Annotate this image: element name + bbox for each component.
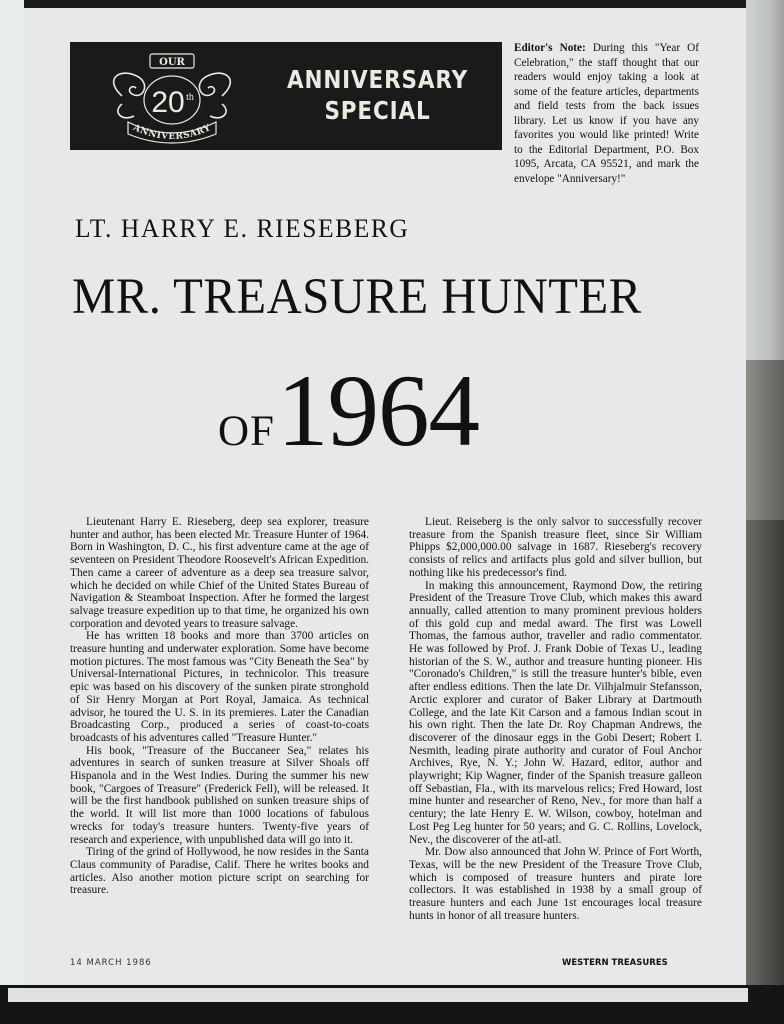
article-column-left	[70, 516, 369, 897]
paragraph: Lieut. Reiseberg is the only salvor to successfully recover treasure from the Spanish treasure fleet, since Sir William Phipps $2,000,000.00 salvage in 1687. Rieseberg's recovery consists of relics and artifacts plus gold and silver bullion, but nothing like his predecessor's find.	[409, 516, 702, 579]
banner-title-line1: ANNIVERSARY	[286, 65, 469, 94]
editor-note-text: During this "Year Of Celebration," the staff thought that our readers would enjoy taking a look at some of the feature articles, departments and field tests from the back issues library. Let us know if you have any favorites you would like printed! Write to the Editorial Department, P.O. Box 1095, Arcata, CA 95521, and mark the envelope "Anniversary!"	[514, 42, 699, 185]
emblem-suffix: th	[186, 92, 194, 103]
banner-title	[281, 64, 475, 126]
anniversary-emblem	[92, 48, 252, 144]
headline-year-line	[218, 352, 479, 470]
editor-note-lead: Editor's Note:	[514, 42, 586, 54]
emblem-number: 20	[151, 86, 185, 119]
headline-of: OF	[218, 408, 275, 455]
paragraph: Tiring of the grind of Hollywood, he now resides in the Santa Claus community of Paradise, Calif. There he writes books and articles. Also another motion picture script on searching for treasure.	[70, 846, 369, 897]
paragraph: He has written 18 books and more than 3700 articles on treasure hunting and underwater exploration. Some have become motion pictures. The most famous was "City Beneath the Sea" by Universal-International Pictures, in technicolor. This treasure epic was based on his discovery of the sunken pirate stronghold of Sir Henry Morgan at Port Royal, Jamaica. As technical advisor, he toured the U. S. in its premieres. Later the Canadian Broadcasting Corp., produced a series of coast-to-coats broadcasts of his adventures called "Treasure Hunter."	[70, 630, 369, 744]
binding-edge	[0, 0, 24, 1024]
paragraph: Mr. Dow also announced that John W. Prince of Fort Worth, Texas, will be the new President of the Treasure Trove Club, which is composed of treasure hunters and pirate lore collectors. It was established in 1938 by a small group of treasure hunters and each June 1st encourages local treasure hunts in honor of all treasure hunters.	[409, 846, 702, 922]
headline-year: 1964	[276, 354, 479, 468]
editor-note	[514, 41, 699, 186]
author-byline: LT. HARRY E. RIESEBERG	[75, 214, 410, 243]
scan-bottom-edge	[0, 985, 784, 1024]
paragraph: His book, "Treasure of the Buccaneer Sea," relates his adventures in search of sunken treasure at Silver Shoals off Hispanola and in the West Indies. During the summer his new book, "Cargoes of Treasure" (Frederick Fell), will be released. It will be the first handbook published on sunken treasure ships of the world. It will list more than 1000 locations of fabulous wrecks for today's treasure hunters. Twenty-five years of research and experience, with unpublished data will go into it.	[70, 744, 369, 846]
page-folio: 14 MARCH 1986	[70, 958, 152, 968]
article-headline: MR. TREASURE HUNTER	[72, 269, 642, 325]
emblem-our: OUR	[159, 57, 185, 68]
banner-title-line2: SPECIAL	[324, 96, 431, 125]
adjacent-page-edge	[746, 0, 784, 1000]
article-column-right	[409, 516, 702, 923]
paragraph: In making this announcement, Raymond Dow, the retiring President of the Treasure Trove Club, which makes this award annually, called attention to many prominent previous holders of this gold cup and medal award. The first was Lowell Thomas, the famous author, traveller and radio commentator. He was followed by Prof. J. Frank Dobie of Texas U., leading historian of the S. W., author and treasure hunting pioneer. His "Coronado's Children," is still the treasure hunter's bible, even after endless editions. Then the late Dr. Vilhjalmuir Stefansson, Arctic explorer and curator of Baker Library at Dartmouth College, and the late Kit Carson and a famous Indian scout in his own right. Then the late Dr. Roy Chapman Andrews, the discoverer of the dinosaur eggs in the Gobi Desert; Robert I. Nesmith, leading pirate authority and curator of Foul Anchor Archives, Rye, N. Y.; John W. Hazard, editor, author and playwright; Kip Wagner, finder of the Spanish treasure galleon off Sebastian, Fla., with its marvelous relics; Fred Howard, lost mine hunter and researcher of Reno, Nev., for more than half a century; the late Henry E. W. Wilson, cowboy, hotelman and Lost Peg Leg hunter for 50 years; and G. C. Rollins, Lovelock, Nev., the discoverer of the atl-atl.	[409, 579, 702, 846]
magazine-name: WESTERN TREASURES	[562, 958, 668, 968]
anniversary-banner	[70, 42, 502, 150]
paragraph: Lieutenant Harry E. Rieseberg, deep sea explorer, treasure hunter and author, has been elected Mr. Treasure Hunter of 1964. Born in Washington, D. C., his first adventure came at the age of seventeen on President Theodore Roosevelt's African Expedition. Then came a career of adventure as a deep sea treasure salvor, which he decided on while Chief of the United States Bureau of Navigation & Steamboat Inspection. After he formed the largest salvage treasure expedition up to that time, he organized his own corporation and devoted years to treasure salvage.	[70, 516, 369, 630]
emblem-anniversary: ANNIVERSARY	[131, 123, 213, 143]
